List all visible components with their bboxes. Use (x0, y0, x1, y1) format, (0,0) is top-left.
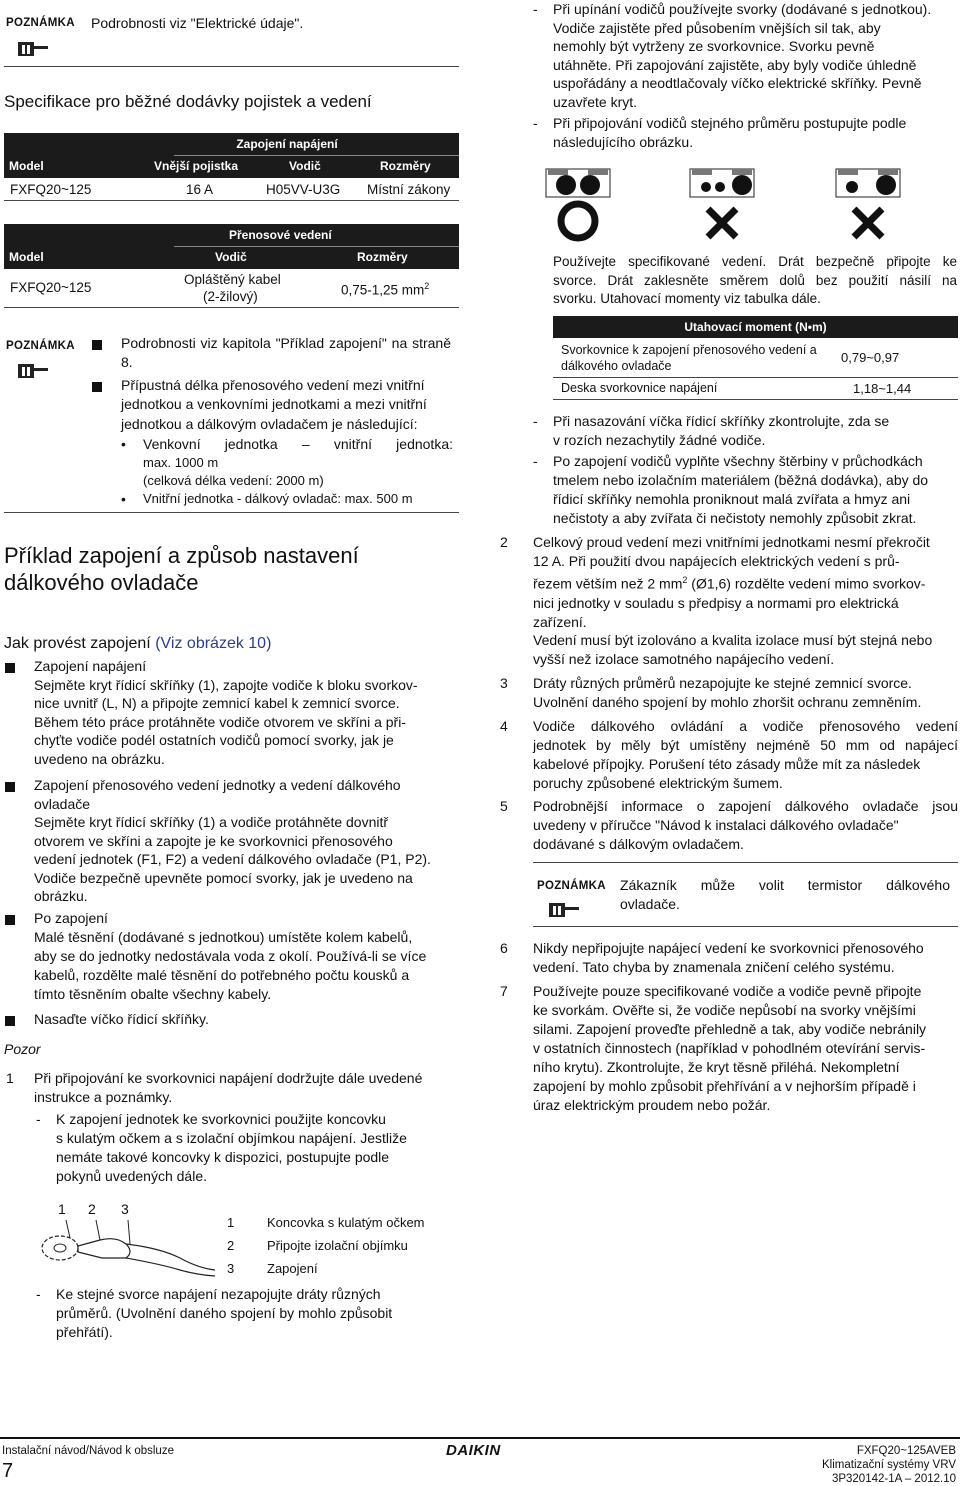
line: v rozích nezachytily žádné vodiče. (553, 432, 766, 448)
item-5-text (533, 797, 958, 854)
col-wire: Vodič (289, 159, 321, 173)
line: svorku. Utahovací momenty viz tabulka dále. (553, 291, 821, 306)
line: Při upínání vodičů používejte svorky (dodávané s jednotkou). (553, 1, 932, 17)
torque-row-2-label: Deska svorkovnice napájení (561, 381, 718, 395)
col-model: Model (9, 250, 44, 264)
note3-text (620, 876, 950, 914)
item-number: 2 (500, 534, 508, 550)
step-title: ovladače (34, 795, 91, 812)
item-2-text (533, 533, 958, 632)
line: ního krytu). Zkontrolujte, že kryt těsně přiléhá. Nekompletní (533, 1059, 900, 1075)
cell-model: FXFQ20~125 (10, 280, 92, 295)
line: průměrů. (Uvolnění daného spojení by mohlo způsobit (56, 1305, 393, 1321)
line: dodávané s dálkovým ovladačem. (533, 836, 744, 852)
line: nici jednotky v souladu s předpisy a normami pro elektrická (533, 594, 899, 611)
line: Po zapojení vodičů vyplňte všechny štěrbiny v průchodkách (553, 453, 923, 469)
note-hand-icon (16, 38, 50, 60)
line: následujícího obrázku. (553, 133, 694, 150)
line: pokynů uvedených dále. (56, 1168, 207, 1184)
ng-example-1 (690, 169, 754, 237)
line: Vedení musí být izolováno a kvalita izolace musí být stejná nebo (533, 632, 933, 648)
line: úraz elektrickým proudem nebo požár. (533, 1097, 771, 1113)
table-border (4, 200, 459, 201)
fig-num: 3 (121, 1201, 129, 1217)
line: nemohly být vytrženy ze svorkovnice. Svorku pevně (553, 38, 875, 54)
line: jednotek by měly být umístěny nejméně 50 mm od napájecí (533, 737, 958, 753)
limit-outdoor: Venkovní jednotka – vnitřní jednotka: (143, 436, 453, 452)
line: nečistoty a aby zvířata či nečistoty nemohly způsobit zkrat. (553, 510, 917, 526)
line: Při připojování vodičů stejného průměru postupujte podle (553, 115, 907, 131)
cell-wire: H05VV-U3G (266, 182, 341, 197)
step-title: Zapojení napájení (34, 658, 147, 674)
line: kabelové přípojky. Porušení této zásady může mít za následek (533, 756, 921, 772)
step-4: Nasaďte víčko řídicí skříňky. (34, 1011, 209, 1027)
line: v ostatních činnostech (například v pohodlném otevírání servis- (533, 1040, 926, 1056)
line: Při nasazování víčka řídicí skříňky zkontrolujte, zda se (553, 413, 890, 429)
note-text: Podrobnosti viz "Elektrické údaje". (91, 15, 304, 31)
line: Vodiče zajistěte před působením vnějších sil tak, aby (553, 19, 881, 36)
note-label: POZNÁMKA (537, 880, 606, 892)
divider (4, 512, 459, 513)
line: Při připojování ke svorkovnici napájení dodržujte dále uvedené (34, 1070, 423, 1086)
col-fuse: Vnější pojistka (154, 159, 239, 173)
step-2 (34, 776, 458, 906)
item-2-para-2 (533, 631, 958, 669)
col-size: Rozměry (380, 159, 431, 173)
col-model: Model (9, 159, 44, 173)
item-number: 1 (6, 1070, 14, 1086)
line: Uvolnění daného spojení by mohlo zhoršit ochranu zemněním. (533, 694, 922, 710)
torque-header-label: Utahovací moment (N•m) (684, 320, 827, 334)
line: silami. Zapojení proveďte přehledně a tak, aby vodiče nebránily (533, 1021, 927, 1037)
line: Zákazník může volit termistor dálkového (620, 877, 950, 893)
item-number: 6 (500, 940, 508, 956)
wire-connection-figure (540, 165, 920, 245)
line: jednotkou a venkovními jednotkami a mezi vnitřní (121, 396, 427, 413)
right-dash-b (553, 114, 958, 151)
small-bullet: • (121, 491, 126, 507)
legend-row: 1 Koncovka s kulatým očkem (227, 1215, 425, 1230)
line: 12 A. Při použití dvou napájecích elektrických vedení s prů- (533, 553, 900, 569)
line: nice uvnitř (L, N) a připojte zemnicí kabel k zemnicí svorce. (34, 695, 400, 711)
line: dálkového ovladače (561, 359, 672, 373)
power-table-header (4, 133, 459, 178)
bullet-square (92, 382, 102, 392)
line: uvedeny v příručce "Návod k instalaci dálkového ovladače" (533, 817, 899, 833)
bullet-square (92, 340, 102, 350)
footer-model: FXFQ20~125AVEB (856, 1445, 956, 1457)
item-number: 4 (500, 718, 508, 734)
line: aby se do jednotky nedostávala voda z okolí. Používá-li se více (34, 948, 427, 964)
subsection-title: Jak provést zapojení (Viz obrázek 10) (4, 635, 272, 652)
page-number: 7 (2, 1460, 14, 1482)
line: uzavřete kryt. (553, 93, 638, 110)
bullet-square (5, 1016, 15, 1026)
torque-row-2-value: 1,18~1,44 (853, 381, 912, 396)
right-dash-c (553, 412, 958, 450)
line: instrukce a poznámky. (34, 1089, 173, 1105)
divider (533, 862, 958, 863)
dash: - (533, 1, 538, 17)
note-label: POZNÁMKA (6, 17, 75, 29)
right-dash-d (553, 452, 958, 528)
torque-row-1-value: 0,79~0,97 (841, 350, 900, 365)
cell-model: FXFQ20~125 (10, 182, 92, 197)
line: uspořádány a neodtlačovaly víčko elektrické skříňky. Pevně (553, 75, 922, 91)
line: Podrobnější informace o zapojení dálkového ovladače jsou (533, 798, 958, 814)
line: utáhněte. Při zapojování zajistěte, aby byly vodiče úhledně (553, 56, 917, 73)
line: Používejte specifikované vedení. Drát bezpečně připojte ke (553, 254, 957, 269)
item-1-dash-2 (56, 1285, 466, 1342)
title-line: dálkového ovladače (4, 569, 199, 595)
line: Během této práce protáhněte vodiče otvorem ve skříni a při- (34, 713, 406, 730)
line: otvorem ve skříni a zapojte je ke svorkovnici přenosového (34, 832, 393, 849)
line: nemáte takové koncovky k dispozici, postupujte podle (56, 1149, 390, 1165)
line: vedení. Tato chyba by znamenala zničení celého systému. (533, 959, 895, 975)
step-3 (34, 909, 458, 1004)
line: tímto těsněním obalte všechny kabely. (34, 986, 272, 1002)
item-6-text (533, 939, 958, 977)
right-dash-a (553, 0, 958, 111)
line: Sejměte kryt řídicí skříňky (1), zapojte vodiče k bloku svorkov- (34, 676, 418, 693)
line: ke svorkám. Ověřte si, že vodiče nepůsobí na svorky vnějšími (533, 1002, 916, 1018)
power-group-label: Zapojení napájení (236, 137, 338, 151)
line: Svorkovnice k zapojení přenosového vedení a (561, 343, 817, 357)
dash: - (533, 453, 538, 469)
right-para (553, 253, 957, 309)
line: chyťte vodiče podél ostatních vodičů pomocí svorky, jak je (34, 732, 394, 748)
note2-bullet-1: Podrobnosti viz kapitola "Příklad zapojení" na straně 8. (121, 335, 451, 371)
line: jednotkou a dálkovým ovladačem je následující: (121, 415, 418, 432)
col-size: Rozměry (357, 250, 408, 264)
item-7-text (533, 982, 958, 1115)
dash: - (533, 115, 538, 131)
item-3-text (533, 674, 958, 712)
divider (4, 66, 459, 67)
footer-right (760, 1444, 956, 1486)
note-hand-icon (16, 360, 50, 382)
item-4-text (533, 717, 958, 793)
line: Sejměte kryt řídicí skříňky (1) a vodiče protáhněte dovnitř (34, 814, 389, 830)
cell-wire-1: Opláštěný kabel (184, 272, 281, 287)
table-border (553, 399, 958, 400)
limit-remote: Vnitřní jednotka - dálkový ovladač: max. 500 m (143, 491, 413, 506)
trans-group-label: Přenosové vedení (229, 228, 332, 242)
legend-row: 3 Zapojení (227, 1261, 318, 1276)
dash: - (533, 413, 538, 429)
note-label: POZNÁMKA (6, 340, 75, 352)
ring-terminal-figure (30, 1218, 220, 1278)
small-bullet: • (121, 436, 126, 452)
line: uvedeno na obrázku. (34, 750, 165, 767)
bullet-square (5, 782, 15, 792)
bullet-square (5, 663, 15, 673)
line: Celkový proud vedení mezi vnitřními jednotkami nesmí překročit (533, 534, 930, 550)
step-title: Zapojení přenosového vedení jednotky a vedení dálkového (34, 777, 401, 793)
line: zapojení by mohlo způsobit přehřívání a v nejhorším případě i (533, 1078, 916, 1094)
note2-bullet-2 (121, 376, 456, 434)
line: Nikdy nepřipojujte napájecí vedení ke svorkovnici přenosového (533, 940, 924, 956)
line: řídicí skříňky nemohla proniknout malá zvířata a hmyz ani (553, 491, 911, 507)
section-title (4, 543, 359, 597)
spec-heading: Specifikace pro běžné dodávky pojistek a vedení (4, 92, 372, 111)
line: ovladače. (620, 896, 680, 912)
footer-doc-code: 3P320142-1A – 2012.10 (831, 1473, 956, 1485)
dash: - (36, 1286, 41, 1302)
col-wire: Vodič (215, 250, 247, 264)
line: kabelů, rozdělte malé těsnění do potřebného počtu kousků a (34, 967, 410, 983)
trans-table-header (4, 224, 459, 269)
footer-doc-title: Instalační návod/Návod k obsluze (2, 1445, 174, 1457)
dash: - (36, 1111, 41, 1127)
table-border (553, 377, 958, 378)
table-border (4, 307, 459, 308)
footer-rule (0, 1437, 960, 1439)
limit-total: (celková délka vedení: 2000 m) (143, 473, 324, 488)
item-number: 5 (500, 798, 508, 814)
line: přehřátí). (56, 1324, 113, 1340)
fig-num: 1 (58, 1201, 66, 1217)
item-1-text (34, 1069, 464, 1107)
line: řezem větším než 2 $mm^2$ (Ø1,6) rozdělte vedení mimo svorkov- (533, 575, 926, 592)
divider (533, 926, 958, 927)
figure-legend (227, 1211, 425, 1280)
figure-ref: (Viz obrázek 10) (155, 635, 272, 652)
daikin-logo: DAIKIN (446, 1442, 501, 1459)
line: K zapojení jednotek ke svorkovnici použijte koncovku (56, 1111, 386, 1127)
line: tmelem nebo izolačním materiálem (běžná dodávka), aby do (553, 472, 929, 488)
cell-size: Místní zákony (367, 182, 451, 197)
line: vedení jednotek (F1, F2) a vedení dálkového ovladače (P1, P2). (34, 851, 431, 867)
ok-example (546, 169, 610, 238)
line: Ke stejné svorce napájení nezapojujte dráty různých (56, 1286, 381, 1302)
cell-wire-2: (2-žilový) (203, 289, 258, 304)
line: Malé těsnění (dodávané s jednotkou) umístěte kolem kabelů, (34, 929, 413, 945)
fig-num: 2 (88, 1201, 96, 1217)
step-1 (34, 657, 458, 768)
line: zařízení. (533, 613, 587, 630)
line: poruchy způsobené elektrickým šumem. (533, 775, 783, 791)
ng-example-2 (836, 169, 900, 237)
cell-fuse: 16 A (186, 182, 214, 197)
line: Dráty různých průměrů nezapojujte ke stejné zemnicí svorce. (533, 675, 912, 691)
line: Přípustná délka přenosového vedení mezi vnitřní (121, 377, 425, 393)
item-number: 7 (500, 983, 508, 999)
line: Vodiče dálkového ovládání a vodiče přenosového vedení (533, 718, 958, 734)
torque-row-1-label (561, 342, 817, 374)
bullet-square (5, 915, 15, 925)
line: Používejte pouze specifikované vodiče a vodiče pevně připojte (533, 983, 922, 999)
item-1-dash-1 (56, 1110, 466, 1186)
torque-header (553, 316, 958, 338)
footer-system: Klimatizační systémy VRV (822, 1459, 956, 1471)
cell-size: 0,75-1,25 $mm^2$ (341, 281, 430, 298)
caution-label: Pozor (4, 1041, 41, 1057)
line: obrázku. (34, 888, 88, 904)
note-hand-icon (547, 899, 581, 921)
line: svorce. Drát zaklesněte směrem dolů bez použití násilí na (553, 272, 957, 288)
line: s kulatým očkem a s izolační objímkou napájení. Jestliže (56, 1130, 407, 1146)
limit-outdoor-max: max. 1000 m (143, 455, 219, 470)
legend-row: 2 Připojte izolační objímku (227, 1238, 408, 1253)
step-title: Po zapojení (34, 910, 108, 926)
line: Vodiče bezpečně upevněte pomocí svorky, jak je uvedeno na (34, 869, 413, 886)
item-number: 3 (500, 675, 508, 691)
line: vyšší než izolace samotného napájecího vedení. (533, 651, 835, 667)
title-line: Příklad zapojení a způsob nastavení (4, 543, 359, 568)
